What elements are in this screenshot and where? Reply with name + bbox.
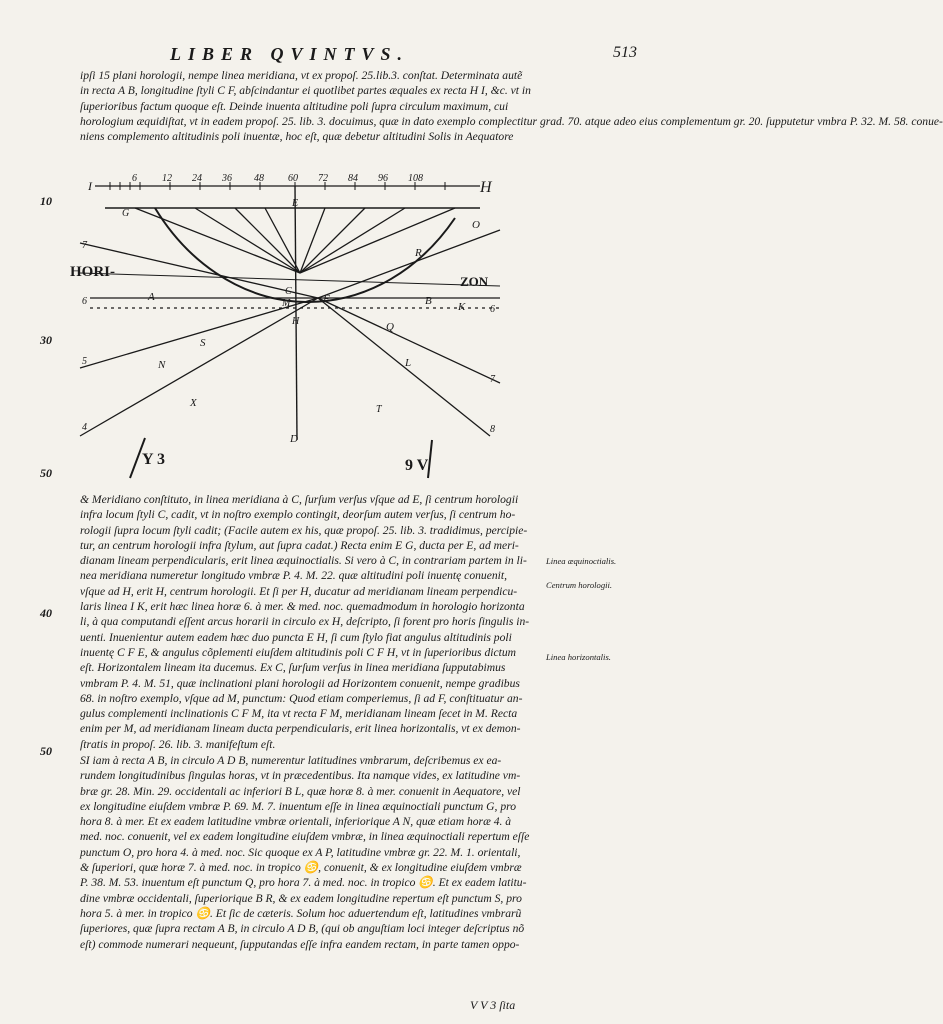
ray-label: 4 [82,422,87,433]
sundial-diagram [60,168,530,486]
text-line: med. noc. conuenit, vel ex eadem longitudine eiuſdem vmbræ, in linea æquinoctiali repertum eſſe [80,830,530,844]
point-label: S [200,337,206,349]
middle-paragraph [80,492,540,752]
text-line: rologii ſupra locum ſtyli cadit; (Facile autem ex his, quæ propoſ. 25. lib. 3. tradidimus, percipie- [80,523,528,537]
scale-label: 72 [318,173,328,184]
meridian-line [295,186,297,440]
text-line: horologium æquidiſtat, vt in eadem propoſ. 25. lib. 3. docuimus, quæ in dato exemplo complectitur grad. 70. atque adeo eius complementum gr. 20. ſupputetur vmbra P. 32. M. 58. conue- [80,114,943,128]
text-line: & Meridiano conſtituto, in linea meridiana à C, ſurſum verſus vſque ad E, ſi centrum horologii [80,493,519,506]
text-line: laris linea I K, erit hæc linea horæ 6. à mer. & med. noc. quemadmodum in horologio horizonta [80,600,525,614]
margin-note: Linea æquinoctialis. [546,556,617,566]
text-line: in recta A B, longitudine ſtyli C F, abſcindantur ei quotlibet partes æquales ex recta H I, &c. vt in [80,84,531,98]
margin-note: Centrum horologii. [546,580,613,590]
text-line: nea meridiana numeretur longitudo vmbræ P. 4. M. 22. quæ altitudini poli inuentę conuenit, [80,569,508,583]
point-label: L [405,357,412,369]
scale-label: 60 [288,173,298,184]
text-line: ſuperiores, quæ ſupra rectam A B, in circulo A D B, (qui ob anguſtiam loci integer deſcriptus nõ [80,922,525,936]
ray-label: 7 [490,374,495,385]
scale-label: 36 [222,173,232,184]
scale-label-h: H [480,179,492,196]
ray-label: 6 [490,304,495,315]
top-paragraph [80,68,943,144]
text-line: dianam lineam perpendicularis, erit linea æquinoctialis. Si vero à C, in contrariam partem in li- [80,554,527,568]
text-line: & ſuperiori, quæ horæ 7. à med. noc. in tropico ♋, conuenit, & ex longitudine eiuſdem vmbræ [80,861,522,875]
point-label: R [415,247,422,259]
scale-label: 96 [378,173,388,184]
text-line: 68. in noſtro exemplo, vſque ad M, punctum: Quod etiam comperiemus, ſi ad F, conſtituatur an- [80,691,523,705]
text-line: hora 5. à mer. in tropico ♋. Et ſic de cæteris. Solum hoc aduertendum eſt, latitudines vmbrarũ [80,906,522,920]
text-line: li, à qua computandi eſſent arcus horarii in circulo ex H, deſcripto, ſi forent pro horis ſingulis in- [80,615,530,629]
text-line: uenti. Inuenientur autem eadem hæc duo puncta E H, ſi cum ſtylo fiat angulus altitudinis poli [80,630,512,644]
corner-label-right: 9 V [405,457,429,474]
point-label: N [158,359,166,371]
point-label: E [292,198,299,209]
circle-arc [155,208,455,302]
text-line: enim per M, ad meridianam lineam ducta perpendicularis, erit linea horizontalis, vt ex demon- [80,722,521,736]
scale-label: 24 [192,173,202,184]
point-label: F [323,293,330,305]
text-line: rundem longitudinibus ſingulas horas, vt in præcedentibus. Ita namque vides, ex latitudine vm- [80,769,521,783]
point-label: C [285,286,292,297]
scale-label: 84 [348,173,358,184]
bottom-paragraph [80,753,540,952]
point-label: K [458,301,466,313]
text-line: ipſi 15 plani horologii, nempe linea meridiana, vt ex propoſ. 25.lib.3. conſtat. Determinata autẽ [80,69,523,82]
hori-zon-line [80,273,500,286]
scale-label: 6 [132,173,137,184]
text-line: dine vmbræ occidentali, ſuperiorique B R, & ex eadem longitudine repertum eſt punctum S, pro [80,891,522,905]
scale-label-i: I [88,179,92,193]
point-label: D [290,433,298,445]
catchword: V V 3 ſita [470,998,516,1012]
line-number: 10 [40,194,52,208]
text-line: hora 8. à mer. Et ex eadem latitudine vmbræ orientali, inferiorique A N, quæ etiam horæ 4. à [80,815,512,829]
text-line: ſtratis in propoſ. 26. lib. 3. manifeſtum eſt. [80,737,276,751]
text-line: bræ gr. 28. Min. 29. occidentali ac inferiori B L, quæ horæ 8. à mer. conuenit in Aequatore, vel [80,784,521,798]
point-label: H [292,316,300,327]
corner-label-left: Y 3 [142,451,165,468]
text-line: eſt. Horizontalem lineam ita ducemus. Ex C, ſurſum verſus in linea meridiana ſupputabimus [80,661,506,675]
point-label: B [425,295,432,307]
point-label: A [148,291,155,303]
text-line: ex longitudine eiuſdem vmbræ P. 69. M. 7. inuentum eſſe in linea æquinoctiali punctum G, pro [80,799,516,813]
text-line: vſque ad H, erit H, centrum horologii. Et ſi per H, ducatur ad meridianam lineam perpendicu- [80,584,518,598]
margin-note: Linea horizontalis. [546,652,611,662]
line-number: 30 [40,333,52,347]
text-line: P. 38. M. 53. inuentum eſt punctum Q, pro hora 7. à med. noc. in tropico ♋. Et ex eadem latitu- [80,876,527,890]
ray-label: 7 [82,240,87,251]
text-line: eſt) commode numerari nequeunt, ſupputandas eſſe infra eandem rectam, in parte tamen oppo- [80,937,520,951]
point-label: G [122,208,130,219]
text-line: gulus complementi inclinationis C F M, ita vt recta F M, meridianam lineam ſecet in M. Recta [80,707,518,721]
zon-label: ZON [460,274,489,289]
scale-label: 108 [408,173,423,184]
point-label: X [190,397,197,409]
line-number: 40 [40,606,52,620]
ray-label: 6 [82,296,87,307]
ray-label: 5 [82,356,87,367]
scale-label: 48 [254,173,264,184]
text-line: niens complemento altitudinis poli inuentæ, hoc eſt, quæ debetur altitudini Solis in Aequatore [80,130,514,144]
text-line: ſuperioribus factum quoque eſt. Deinde inuenta altitudine poli ſupra circulum maximum, cui [80,99,509,113]
text-line: SI iam à recta A B, in circulo A D B, numerentur latitudines vmbrarum, deſcribemus ex ea- [80,754,502,767]
running-title: LIBER QVINTVS. [170,44,410,64]
line-number: 50 [40,744,52,758]
text-line: tur, an centrum horologii infra ſtylum, aut ſupra cadat.) Recta enim E G, ducta per E, ad meri- [80,538,519,552]
ray-label: 8 [490,424,495,435]
line-number: 50 [40,466,52,480]
page-number: 513 [613,44,637,61]
scale-label: 12 [162,173,172,184]
text-line: infra locum ſtyli C, cadit, vt in noſtro exemplo contingit, deorſum autem verſus, ſi centrum ho- [80,508,516,522]
point-label: O [472,219,480,231]
text-line: punctum O, pro hora 4. à med. noc. Sic quoque ex A P, latitudine vmbræ gr. 22. M. 1. orientali, [80,845,521,859]
hori-label: HORI- [70,264,115,280]
point-label: T [376,404,382,415]
text-line: inuentę C F E, & angulus cõplementi eiuſdem altitudinis poli C F H, vt in ſuperioribus dictum [80,645,517,659]
point-label: M [282,298,291,309]
point-label: Q [386,321,394,333]
text-line: vmbram P. 4. M. 51, quæ inclinationi plani horologii ad Horizontem conuenit, nempe gradibus [80,676,520,690]
